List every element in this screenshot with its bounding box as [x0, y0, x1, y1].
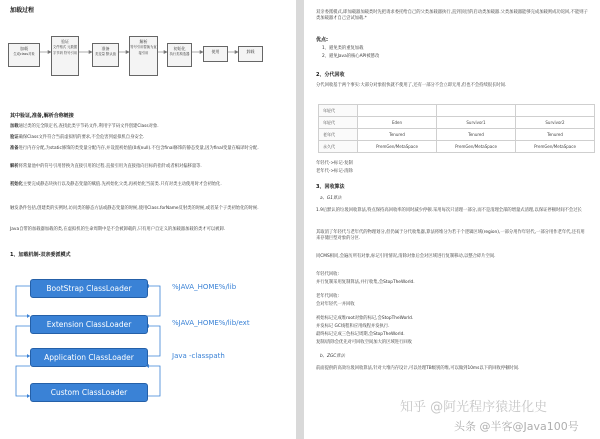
- old-gc-step-1: 初始标记完成堆root对象的标记,会StopTheWorld.: [316, 316, 414, 321]
- young-gen-algo: 年轻代->标记-复制: [316, 161, 353, 166]
- table-cell: Tenured: [437, 129, 516, 141]
- g1-desc-1: 1.9后默认的垃圾回收算法,特点保持高回收率的同时减少停顿.采用每次只清理一部分,而不是清理全部的增量式清理,以保证停顿时间不会过长: [316, 208, 582, 213]
- flow-step-load: 加载 生成class对象: [8, 43, 40, 67]
- table-cell: 年轻代: [319, 105, 358, 117]
- load-process-title: 加载过程: [10, 7, 35, 14]
- old-gen-algo: 老年代->标记-清除: [316, 169, 353, 174]
- right-page: [304, 0, 600, 439]
- gen-gc-title: 2、分代回收: [316, 72, 345, 78]
- old-gc-desc: 会对年轻代一并回收: [316, 302, 355, 307]
- link-section-title: 其中验证,准备,解析合称链接: [10, 113, 74, 119]
- g1-desc-2: 其取消了年轻代与老年代的物理划分,但仍属于分代收集器,算法将堆分为若干个逻辑区域(region),一部分用作年轻代,一部分用作老年代,还有用来存储巨型对象的分区.: [316, 230, 585, 242]
- generation-table: [318, 104, 595, 153]
- table-cell: [437, 105, 516, 117]
- delegation-section-title: 1、加载机制-双亲委派模式: [10, 252, 71, 258]
- para-init: 初始化主要完成静态块执行以及静态变量的赋值.先初始化父类,再初始化当前类.只有对类主动使用时才会初始化.: [10, 182, 222, 187]
- table-cell: 永久代: [319, 141, 358, 153]
- old-gc-step-4: 复制/清除会优先对可回收空间加大的区域进行回收: [316, 340, 412, 345]
- advantage-1: 1、避免类的重复加载: [322, 46, 364, 51]
- flow-step-verify: 验证 文件格式 元数据 字节码 符号引用: [51, 36, 79, 76]
- zgc-desc: 前面提供的高效垃圾回收算法,针对大堆内存设计,可以处理TB级别的堆,可以做到10ms以下的回收停顿时间.: [316, 366, 520, 371]
- table-cell: Survivor1: [437, 117, 516, 129]
- table-row: [319, 141, 595, 153]
- table-cell: 年轻代: [319, 117, 358, 129]
- delegation-intro: 双亲委派模式,即加载器加载类时先把请求委托给自己的父类加载器执行,直到顶层的启动类加载器.父类加载器能够完成加载则成功返回,不能则子类加载器才自己尝试加载.*: [316, 10, 588, 22]
- para-load: 加载通过类的完全限定名,查找此类字节码文件,利用字节码文件创建Class对象.: [10, 124, 159, 129]
- table-cell: Survivor2: [516, 117, 595, 129]
- flow-step-use: 使用: [203, 46, 228, 62]
- application-path-label: Java -classpath: [172, 352, 225, 360]
- advantage-2: 2、避免Java的核心API被篡改: [322, 54, 380, 59]
- flow-step-resolve: 解析 符号引用替换为直接引用: [129, 36, 158, 76]
- table-row: [319, 105, 595, 117]
- watermark-zhihu: 知乎 @阿光程序猿进化史: [400, 400, 548, 415]
- para-trigger: 触发条件包括,创建类的实例时,访问类的静态方法或静态变量的时候,使用Class.forName反射类的时候,或者某个子类初始化的时候.: [10, 206, 259, 211]
- old-gc-step-3: 最终标记完成三色标记周期,会StopTheWorld.: [316, 332, 405, 337]
- left-page: [0, 0, 296, 439]
- application-classloader-box: Application ClassLoader: [30, 348, 148, 367]
- extension-classloader-box: Extension ClassLoader: [30, 315, 148, 334]
- table-row: [319, 117, 595, 129]
- g1-desc-3: 同CMS相同,会遍历所有对象,标记引用情况,清除对象后会对区域进行复制移动,以整合碎片空间.: [316, 254, 496, 259]
- table-cell: [516, 105, 595, 117]
- bootstrap-path-label: %JAVA_HOME%/lib: [172, 283, 237, 291]
- para-resolve: 解析将常量池中的符号引用替换为直接引用的过程.直接引用为直接指向目标的指针或者相对偏移量等.: [10, 164, 202, 169]
- table-cell: PremGen/MetaSpace: [516, 141, 595, 153]
- para-verify: 验证确保Class文件符合当前虚拟机的要求,不会危害到虚拟机自身安全.: [10, 135, 145, 140]
- para-prepare: 准备进行内存分配,为static修饰的类变量分配内存,并设置初始值(0或null).不包含final修饰的静态变量,因为final变量在编译时分配.: [10, 146, 259, 151]
- para-unload: Java自带的加载器加载的类,在虚拟机的生命周期中是不会被卸载的,只有用户自定义的加载器加载的类才可以被卸.: [10, 227, 226, 232]
- old-gc-step-2: 并发标记 GC线程和应用线程并发执行.: [316, 324, 390, 329]
- zgc-subtitle: b、ZGC算法: [320, 354, 345, 359]
- table-row: [319, 129, 595, 141]
- table-cell: [358, 105, 437, 117]
- table-cell: Tenured: [516, 129, 595, 141]
- custom-classloader-box: Custom ClassLoader: [30, 383, 148, 402]
- bootstrap-classloader-box: BootStrap ClassLoader: [30, 279, 148, 298]
- gen-gc-desc: 分代回收基于两个事实:大部分对象很快就不使用了,还有一部分不会立即无用,但也不会持续很长时间.: [316, 83, 507, 88]
- watermark-toutiao: 头条 @半客@Java100号: [454, 420, 579, 433]
- table-cell: Tenured: [358, 129, 437, 141]
- table-cell: PremGen/MetaSpace: [358, 141, 437, 153]
- table-cell: PremGen/MetaSpace: [437, 141, 516, 153]
- flow-step-prepare: 准备 类变量 默认值: [92, 43, 119, 67]
- flow-step-init: 初始化 执行类构造器: [167, 43, 192, 67]
- extension-path-label: %JAVA_HOME%/lib/ext: [172, 319, 250, 327]
- young-gc-desc: 并行复制采用复制算法,并行收集,会StopTheWorld.: [316, 280, 415, 285]
- advantages-title: 优点:: [316, 37, 328, 43]
- flow-step-unload: 卸载: [238, 46, 263, 62]
- g1-subtitle: a、G1算法: [320, 196, 342, 201]
- old-gc-title: 老年代回收:: [316, 294, 339, 299]
- table-cell: Eden: [358, 117, 437, 129]
- young-gc-title: 年轻代回收:: [316, 272, 339, 277]
- table-cell: 老年代: [319, 129, 358, 141]
- gc-algorithm-title: 3、回收算法: [316, 184, 345, 190]
